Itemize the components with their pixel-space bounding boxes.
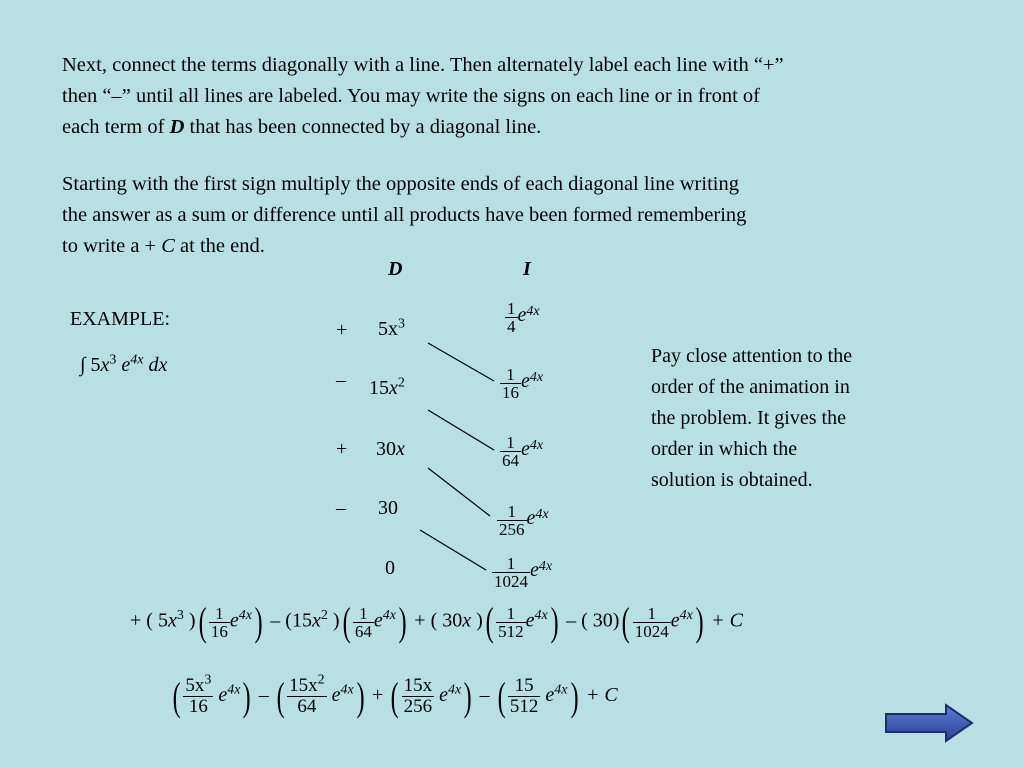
result-expression-2: ( $\frac{5x^3}{16}$ $e^{4x}$) – ( $\frac{15x^2}{64}$ $e^{4x}$) + ( $\frac{15x}{256}$ $e^{4x}$) – ( $\frac{15}{512}$ $e^{4x}) + C$: [172, 672, 618, 719]
note-line: order of the animation in: [651, 376, 850, 398]
numerator: 1: [497, 503, 527, 521]
d-term: 0: [385, 557, 395, 579]
denominator: 512: [498, 621, 524, 641]
denominator: 512: [509, 696, 539, 717]
sign: –: [479, 684, 490, 707]
coef: 15: [291, 609, 312, 632]
e-symbol: e: [670, 609, 680, 632]
sign-minus: –: [336, 369, 346, 391]
term-base: 5x: [378, 318, 398, 340]
exponent: 4x: [535, 506, 549, 522]
note-line: the problem. It gives the: [651, 407, 846, 429]
var: x: [389, 377, 398, 399]
var: x: [311, 609, 321, 632]
numerator: 1: [492, 555, 530, 573]
note-line: Pay close attention to the: [651, 345, 853, 367]
exponent: 3: [204, 672, 212, 688]
denominator: 64: [354, 621, 372, 641]
denominator: 16: [210, 621, 228, 641]
exponent: 3: [176, 607, 184, 623]
exponent: 2: [317, 672, 325, 688]
exponent: 4x: [238, 607, 252, 623]
sign: +: [130, 609, 142, 632]
var: x: [167, 609, 177, 632]
sign-minus: –: [336, 497, 346, 519]
note-line: solution is obtained.: [651, 469, 813, 491]
dx: dx: [148, 354, 168, 376]
coef: 30: [592, 609, 613, 632]
sign: –: [270, 609, 281, 632]
term-base: 30: [376, 438, 396, 460]
coef: 30: [442, 609, 463, 632]
exponent: 4x: [526, 303, 540, 319]
d-symbol: D: [169, 116, 185, 138]
exponent: 4x: [130, 352, 144, 368]
coef: 5: [157, 609, 168, 632]
e-symbol: e: [373, 609, 383, 632]
numerator: 1: [507, 299, 516, 318]
sign: +: [372, 684, 384, 707]
text: at the end.: [174, 235, 265, 257]
e-symbol: e: [121, 354, 131, 376]
text: to write a +: [62, 235, 162, 257]
exponent: 2: [320, 607, 328, 623]
e-symbol: e: [439, 684, 449, 707]
instruction-line: Starting with the first sign multiply the opposite ends of each diagonal line writing: [62, 173, 739, 195]
e-symbol: e: [525, 609, 535, 632]
exponent: 4x: [340, 682, 354, 698]
var: x: [100, 354, 110, 376]
e-symbol: e: [331, 684, 341, 707]
denominator: 16: [188, 696, 208, 717]
instruction-line: Next, connect the terms diagonally with a line. Then alternately label each line with “+”: [62, 54, 784, 76]
denominator: 64: [297, 696, 317, 717]
denominator: 16: [502, 383, 519, 402]
e-symbol: e: [218, 684, 228, 707]
e-symbol: e: [517, 304, 527, 327]
text: that has been connected by a diagonal line.: [184, 116, 542, 138]
denominator: 4: [507, 317, 516, 336]
denominator: 64: [502, 451, 519, 470]
numerator: 1: [500, 366, 521, 384]
numerator: 1: [496, 605, 526, 623]
exponent: 4x: [529, 437, 544, 453]
sign-plus: +: [336, 319, 348, 341]
numerator: 5x: [185, 675, 205, 696]
plus-c: + C: [711, 609, 744, 632]
exponent: 4x: [529, 369, 544, 385]
diagonal-line: [428, 343, 494, 381]
denominator: 1024: [494, 572, 528, 591]
exponent: 3: [398, 316, 405, 332]
denominator: 1024: [634, 621, 669, 641]
side-note: [651, 341, 852, 496]
numerator: 1: [209, 605, 230, 623]
e-symbol: e: [521, 438, 530, 461]
instruction-line: the answer as a sum or difference until all products have been formed remembering: [62, 204, 747, 226]
exponent: 2: [397, 375, 405, 391]
diagonal-line: [428, 410, 494, 450]
numerator: 1: [500, 434, 521, 452]
exponent: 4x: [679, 607, 693, 623]
numerator: 15x: [403, 675, 433, 696]
var: x: [462, 609, 472, 632]
text: each term of: [62, 116, 170, 138]
exponent: 4x: [448, 682, 462, 698]
note-line: order in which the: [651, 438, 798, 460]
exponent: 4x: [534, 607, 548, 623]
diagonal-line: [420, 530, 486, 570]
sign: –: [258, 684, 269, 707]
var: x: [396, 438, 405, 460]
numerator: 1: [353, 605, 374, 623]
e-symbol: e: [229, 609, 239, 632]
d-column-header: D: [388, 258, 403, 280]
exponent: 4x: [227, 682, 241, 698]
numerator: 15x: [289, 675, 318, 696]
coef: 5: [90, 354, 101, 376]
result-expression-1: + ( $5x^3$ )( $\frac{1}{16}$ $e^{4x}) - (15x^2$ )( $\frac{1}{64}$ $e^{4x}$) + ( 30x )( $\frac{1}{512}$ $e^{4x}$) – ( 30)( $\frac{1}{1024}$ $e^{4x}) + C$: [130, 599, 744, 644]
exponent: 3: [109, 352, 117, 368]
denominator: 256: [499, 520, 525, 539]
exponent: 4x: [554, 682, 568, 698]
sign-plus: +: [336, 438, 348, 460]
c-symbol: C: [161, 235, 175, 257]
example-label: EXAMPLE:: [70, 308, 170, 330]
e-symbol: e: [526, 507, 536, 530]
plus-c: + C: [585, 684, 618, 707]
e-symbol: e: [545, 684, 555, 707]
term-base: 15: [369, 377, 389, 399]
exponent: 4x: [538, 558, 553, 574]
denominator: 256: [403, 696, 433, 717]
sign: +: [414, 609, 426, 632]
instruction-line: then “–” until all lines are labeled. You may write the signs on each line or in front of: [62, 85, 760, 107]
e-symbol: e: [530, 559, 539, 582]
numerator: 1: [633, 605, 671, 623]
exponent: 4x: [382, 607, 396, 623]
sign: –: [566, 609, 577, 632]
diagonal-line: [428, 468, 490, 516]
d-term: 30: [378, 497, 398, 519]
numerator: 15: [508, 676, 541, 697]
i-column-header: I: [523, 258, 531, 280]
right-arrow-icon[interactable]: [884, 703, 974, 743]
e-symbol: e: [521, 370, 530, 393]
integral-sign: ∫: [80, 354, 86, 376]
